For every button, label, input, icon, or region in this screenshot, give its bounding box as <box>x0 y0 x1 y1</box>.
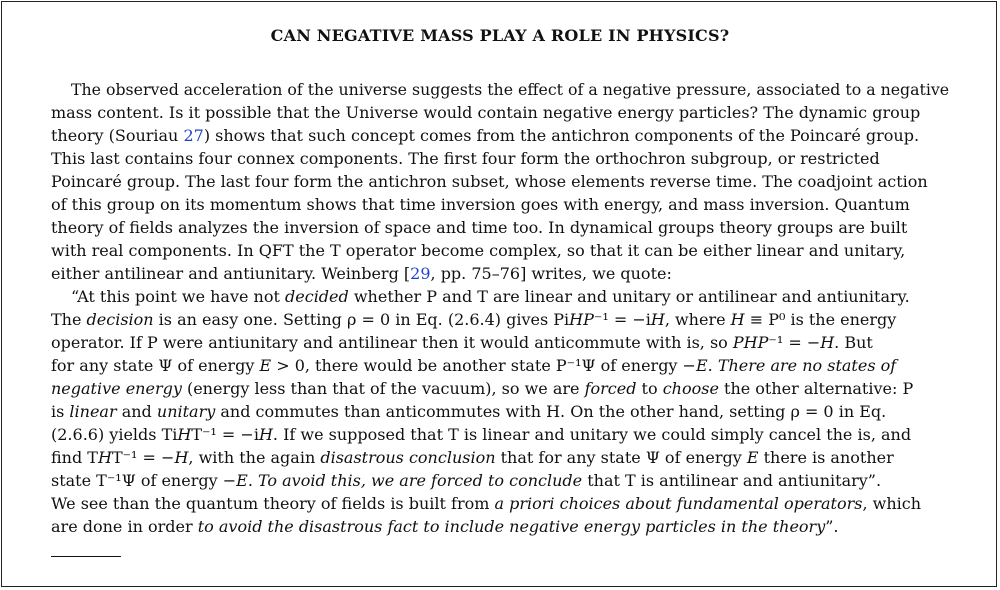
text-line: We see than the quantum theory of fields is built from a priori choices about fundamental operators, which <box>51 494 922 513</box>
text-line: negative energy (energy less than that of the vacuum), so we are forced to choose the other alternative: P <box>51 379 914 398</box>
citation-link[interactable]: 29 <box>410 264 431 283</box>
text-line: of this group on its momentum shows that time inversion goes with energy, and mass inversion. Quantum <box>51 195 910 214</box>
text-line: either antilinear and antiunitary. Weinberg [29, pp. 75–76] writes, we quote: <box>51 264 672 283</box>
citation-link[interactable]: 27 <box>183 126 204 145</box>
text-line: operator. If P were antiunitary and antilinear then it would anticommute with is, so PHP⁻¹ = −H. But <box>51 333 873 352</box>
body-text <box>51 78 951 538</box>
text-line: are done in order to avoid the disastrous fact to include negative energy particles in the theory”. <box>51 517 839 536</box>
text-line: mass content. Is it possible that the Universe would contain negative energy particles? The dynamic group <box>51 103 921 122</box>
paragraph-2-quote <box>51 285 951 538</box>
section-title: CAN NEGATIVE MASS PLAY A ROLE IN PHYSICS? <box>270 26 730 45</box>
text-line: (2.6.6) yields TiHT⁻¹ = −iH. If we supposed that T is linear and unitary we could simply cancel the is, and <box>51 425 912 444</box>
text-line: find THT⁻¹ = −H, with the again disastrous conclusion that for any state Ψ of energy E there is another <box>51 448 894 467</box>
text-line: state T⁻¹Ψ of energy −E. To avoid this, we are forced to conclude that T is antilinear and antiunitary”. <box>51 471 882 490</box>
text-line: Poincaré group. The last four form the antichron subset, whose elements reverse time. The coadjoint action <box>51 172 928 191</box>
footnote-rule <box>51 556 121 557</box>
paragraph-1 <box>51 78 951 285</box>
text-line: The observed acceleration of the universe suggests the effect of a negative pressure, associated to a negative <box>71 80 950 99</box>
text-line: with real components. In QFT the T operator become complex, so that it can be either linear and unitary, <box>51 241 906 260</box>
text-line: for any state Ψ of energy E > 0, there would be another state P⁻¹Ψ of energy −E. There are no states of <box>51 356 897 375</box>
page-frame <box>1 1 997 587</box>
text-line: This last contains four connex components. The first four form the orthochron subgroup, or restricted <box>51 149 880 168</box>
text-line: theory (Souriau 27) shows that such concept comes from the antichron components of the Poincaré group. <box>51 126 920 145</box>
text-line: theory of fields analyzes the inversion of space and time too. In dynamical groups theory groups are built <box>51 218 908 237</box>
text-line: is linear and unitary and commutes than anticommutes with H. On the other hand, setting ρ = 0 in Eq. <box>51 402 887 421</box>
text-line: The decision is an easy one. Setting ρ = 0 in Eq. (2.6.4) gives PiHP⁻¹ = −iH, where H ≡ P⁰ is the energy <box>51 310 897 329</box>
text-line: “At this point we have not decided whether P and T are linear and unitary or antilinear and antiunitary. <box>71 287 910 306</box>
